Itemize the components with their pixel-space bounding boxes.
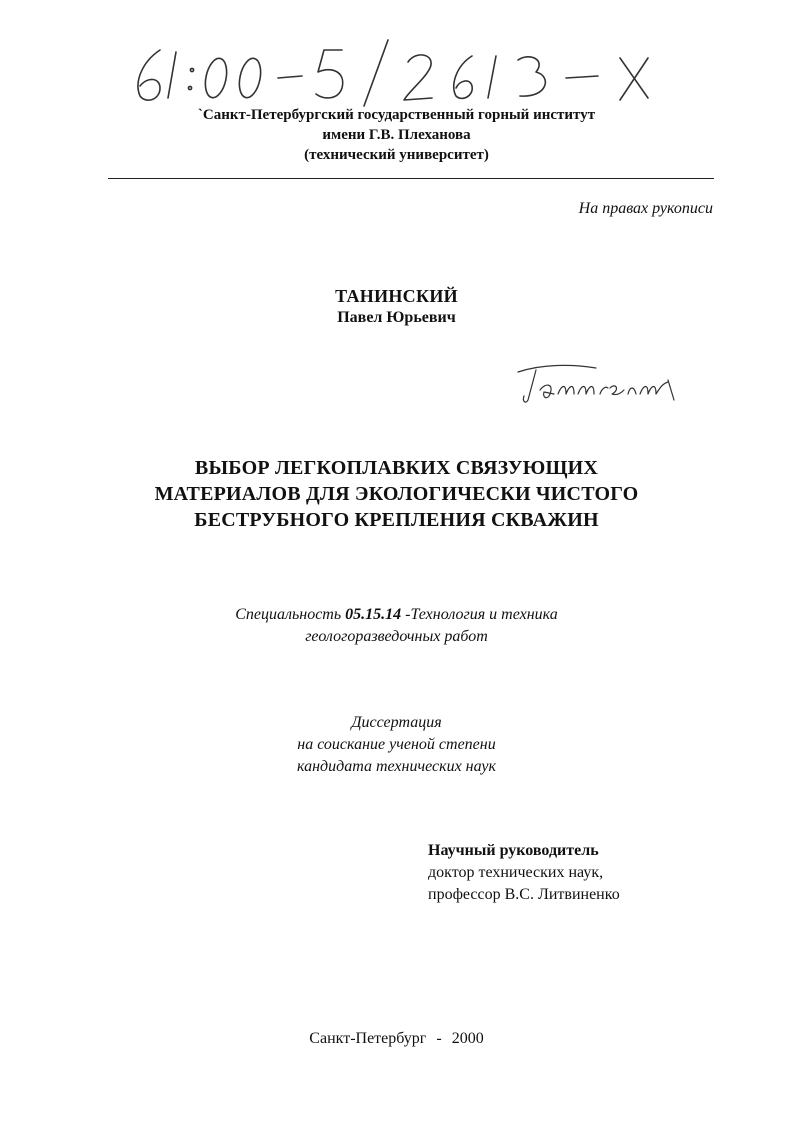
city: Санкт-Петербург (309, 1030, 427, 1047)
specialty-name: -Технология и техника (405, 606, 558, 623)
author-name: Павел Юрьевич (337, 309, 456, 326)
degree-line-2: на соискание ученой степени (297, 736, 496, 753)
handwritten-archive-number (120, 38, 680, 108)
institute-named-after: имени Г.В. Плеханова (322, 127, 471, 143)
title-line-1: ВЫБОР ЛЕГКОПЛАВКИХ СВЯЗУЮЩИХ (194, 457, 599, 479)
author-signature (512, 360, 682, 408)
supervisor-name: профессор В.С. Литвиненко (428, 886, 620, 903)
supervisor-block (428, 840, 620, 906)
institute-header (0, 105, 793, 165)
title-line-3: БЕСТРУБНОГО КРЕПЛЕНИЯ СКВАЖИН (194, 509, 599, 531)
specialty-line-2: геологоразведочных работ (305, 628, 488, 645)
specialty-prefix: Специальность (235, 606, 342, 623)
degree-line-3: кандидата технических наук (297, 758, 496, 775)
specialty-code: 05.15.14 (345, 606, 402, 623)
dissertation-title (0, 455, 793, 533)
author-surname: ТАНИНСКИЙ (335, 286, 458, 306)
degree-statement (0, 712, 793, 778)
title-line-2: МАТЕРИАЛОВ ДЛЯ ЭКОЛОГИЧЕСКИ ЧИСТОГО (154, 483, 639, 505)
supervisor-degree: доктор технических наук, (428, 864, 604, 881)
supervisor-label: Научный руководитель (428, 842, 599, 859)
specialty-line-1 (0, 604, 793, 626)
institute-subtitle: (технический университет) (304, 147, 489, 163)
degree-line-1: Диссертация (351, 714, 442, 731)
city-year (0, 1030, 793, 1048)
city-year-separator: - (436, 1030, 442, 1047)
header-divider (108, 178, 714, 179)
specialty-block (0, 604, 793, 648)
year: 2000 (451, 1030, 484, 1047)
rights-note: На правах рукописи (578, 200, 713, 217)
institute-name: `Санкт-Петербургский государственный горный институт (197, 107, 596, 123)
